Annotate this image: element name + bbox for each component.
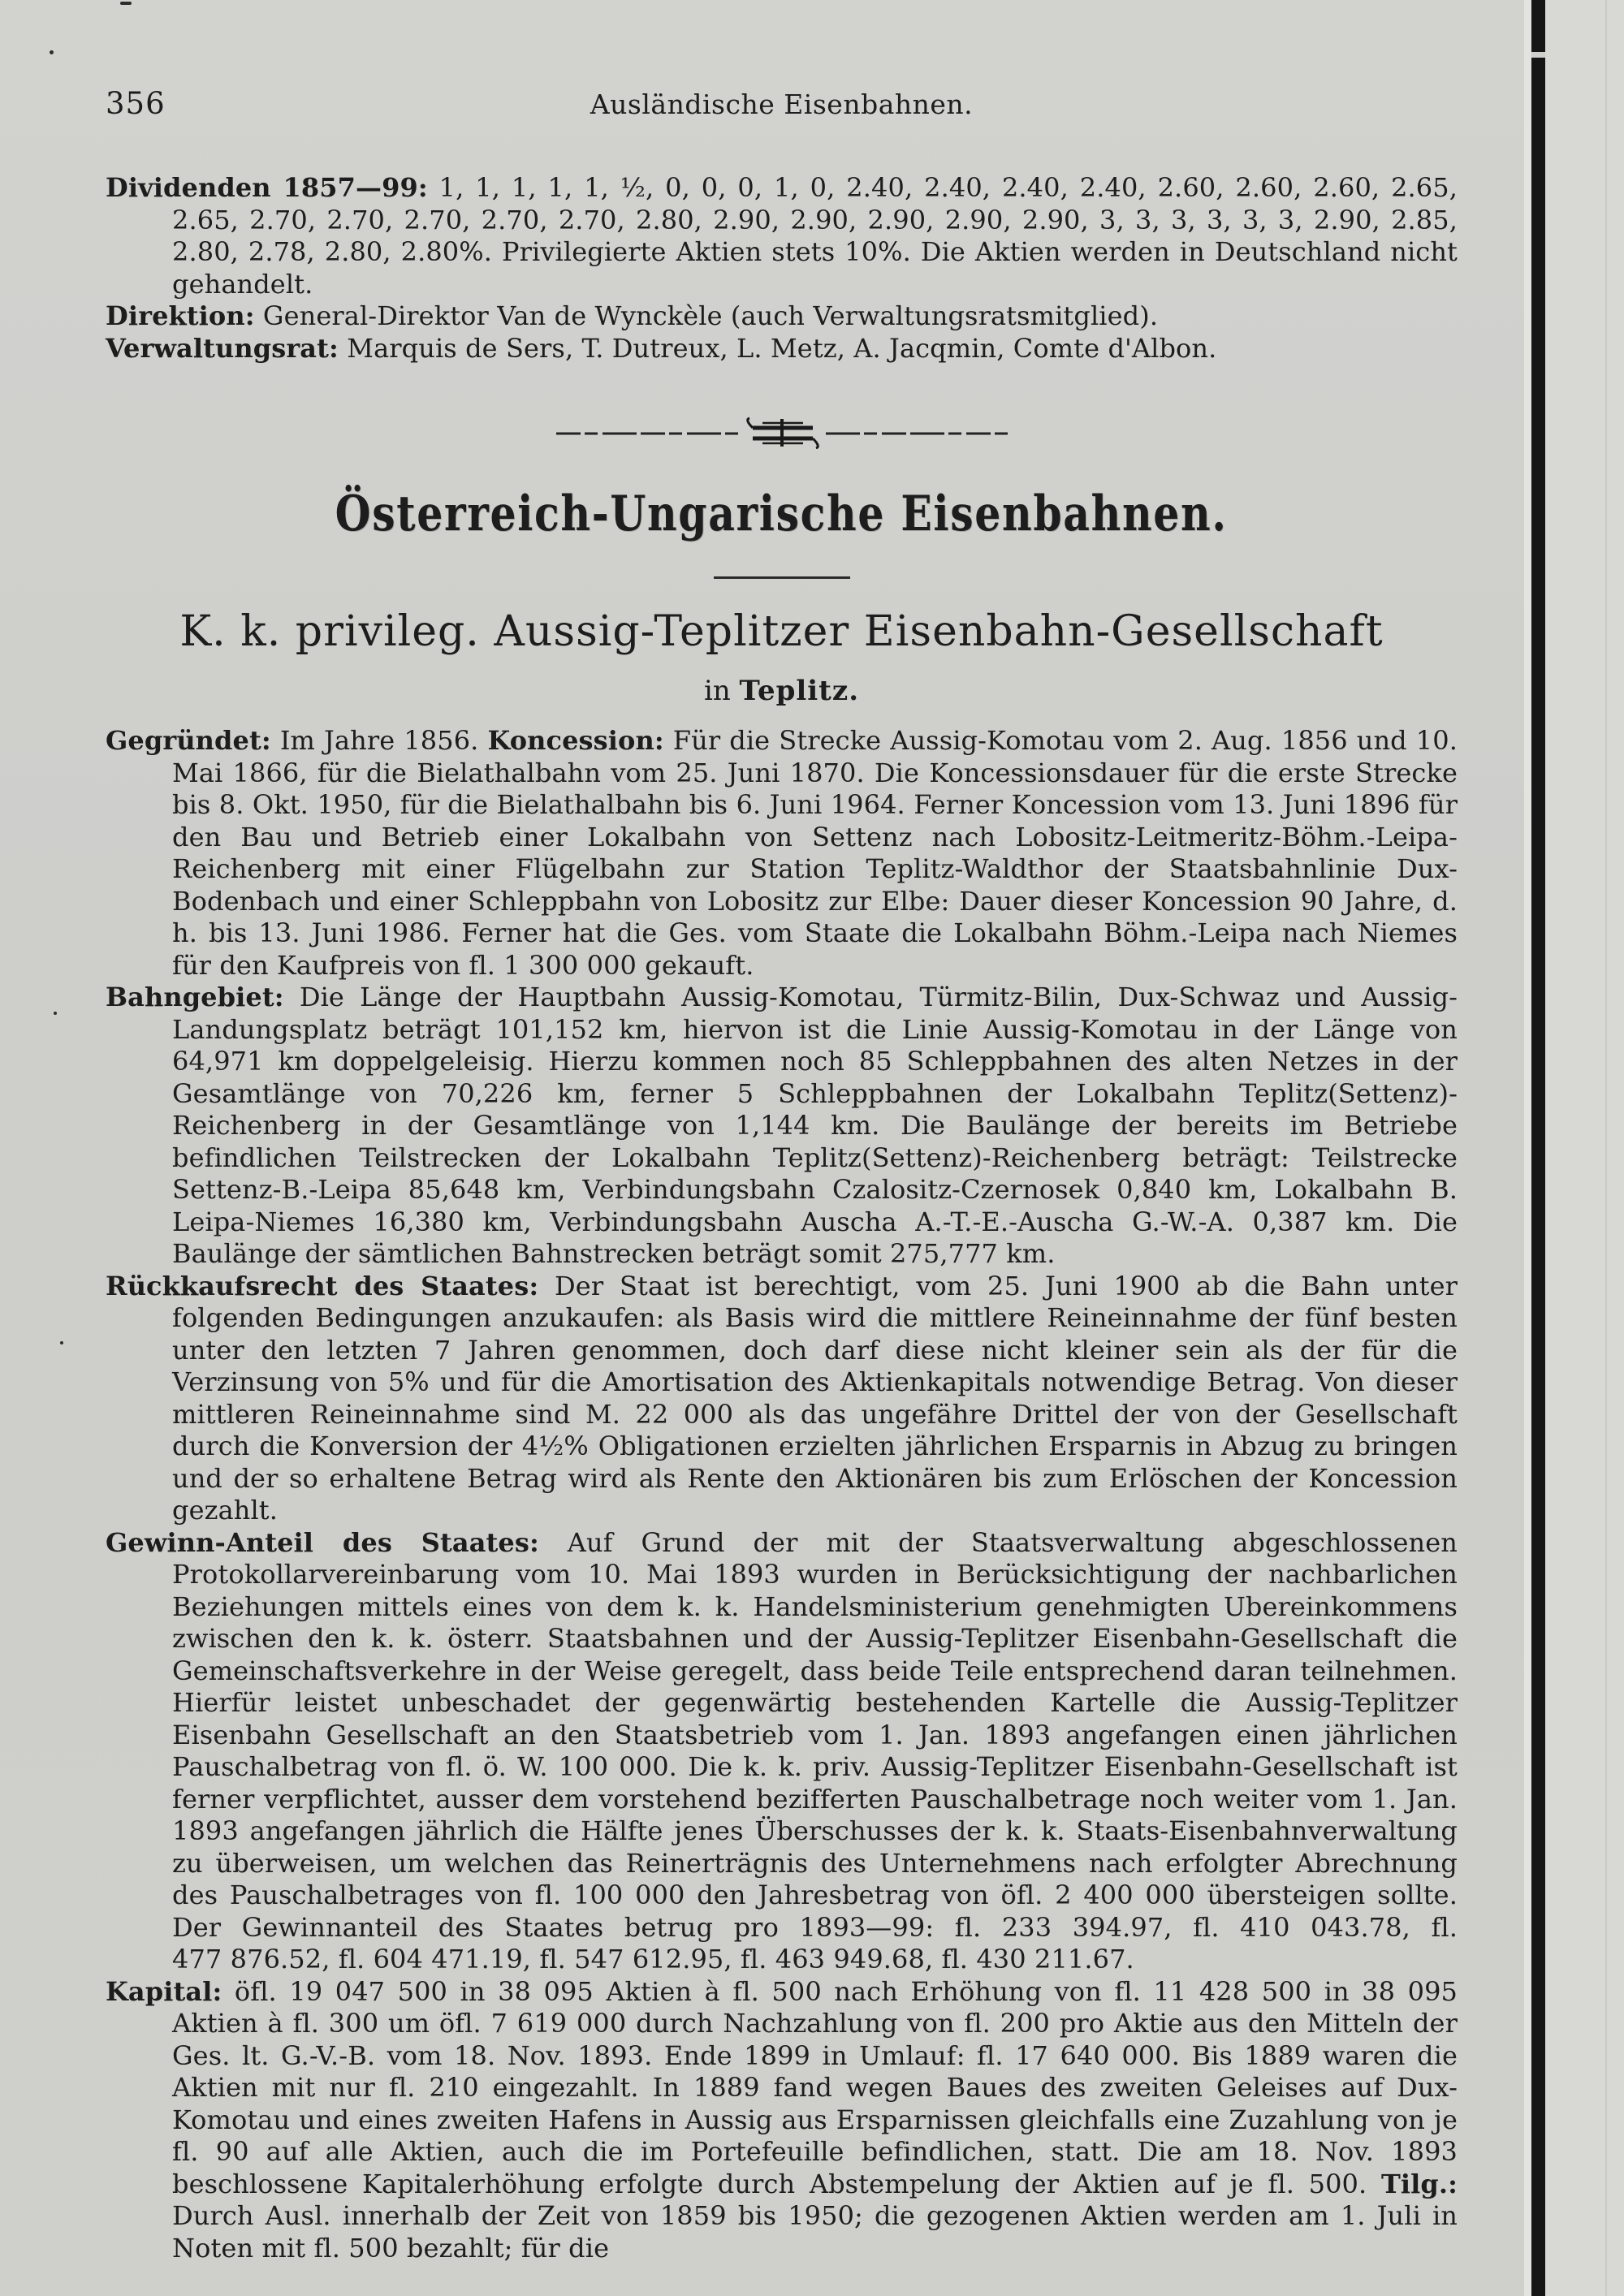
page-header: [106, 86, 1458, 127]
front-matter-paragraphs: [106, 172, 1458, 365]
paper-speck: [60, 1341, 63, 1344]
divider-ornament-icon: [555, 416, 1009, 449]
paragraph: [106, 300, 1458, 333]
paragraph-label: Koncession:: [487, 725, 664, 757]
paragraph-label: Verwaltungsrat:: [106, 332, 339, 364]
running-title: Ausländische Eisenbahnen.: [590, 88, 974, 120]
paragraph: [106, 1976, 1458, 2265]
paragraph-text: Auf Grund der mit der Staatsverwaltung abgeschlossenen Protokollarvereinbarung vom 10. Mai 1893 wurden in Berücksichtigung der nachbarlichen Beziehungen mittels eines von dem k. k. Handelsministerium genehmigten Ubereinkommens zwischen den k. k. österr. Staatsbahnen und der Aussig-Teplitzer Eisenbahn-Gesellschaft die Gemeinschaftsverkehre in der Weise geregelt, dass beide Teile entsprechend daran teilnehmen. Hierfür leistet unbeschadet der gegenwärtig bestehenden Kartelle die Aussig-Teplitzer Eisenbahn Gesellschaft an den Staatsbetrieb vom 1. Jan. 1893 angefangen einen jährlichen Pauschalbetrag von fl. ö. W. 100 000. Die k. k. priv. Aussig-Teplitzer Eisenbahn-Gesellschaft ist ferner verpflichtet, ausser dem vorstehend bezifferten Pauschalbetrage noch weiter vom 1. Jan. 1893 angefangen jährlich die Hälfte jenes Überschusses der k. k. Staats-Eisenbahnverwaltung zu überweisen, um welchen das Reinerträgnis des Unternehmens nach erfolgter Abrechnung des Pauschalbetrages von fl. 100 000 den Jahresbetrag von öfl. 2 400 000 übersteigen sollte. Der Gewinnanteil des Staates betrug pro 1893—99: fl. 233 394.97, fl. 410 043.78, fl. 477 876.52, fl. 604 471.19, fl. 547 612.95, fl. 463 949.68, fl. 430 211.67.: [172, 1526, 1458, 1975]
page-number: 356: [106, 86, 166, 121]
page-edge-highlight: [1524, 0, 1531, 2296]
paragraph-text: Im Jahre 1856.: [270, 725, 488, 757]
paragraph-text: General-Direktor Van de Wynckèle (auch Verwaltungsratsmitglied).: [254, 300, 1159, 331]
adjacent-page-edge: [1545, 0, 1624, 2296]
chapter-heading-wrap: [106, 486, 1458, 542]
paragraph-text: öfl. 19 047 500 in 38 095 Aktien à fl. 500 nach Erhöhung von fl. 11 428 500 in 38 095 Aktien à fl. 300 um öfl. 7 619 000 durch Nachzahlung von fl. 200 pro Aktie aus den Mitteln der Ges. lt. G.-V.-B. vom 18. Nov. 1893. Ende 1899 in Umlauf: fl. 17 640 000. Bis 1889 waren die Aktien mit nur fl. 210 eingezahlt. In 1889 fand wegen Baues des zweiten Geleises auf Dux-Komotau und eines zweiten Hafens in Aussig aus Ersparnissen gleichfalls eine Zuzahlung von je fl. 90 auf alle Aktien, auch die im Portefeuille befindlichen, statt. Die am 18. Nov. 1893 beschlossene Kapitalerhöhung erfolgte durch Abstempelung der Aktien auf je fl. 500.: [172, 1975, 1458, 2199]
paragraph-label: Direktion:: [106, 300, 255, 331]
paragraph: [106, 1527, 1458, 1976]
paper-speck: [50, 50, 54, 54]
book-binding-shadow: [1531, 0, 1545, 2296]
paragraph-label: Rückkaufsrecht des Staates:: [106, 1270, 539, 1301]
heading-rule: [714, 576, 850, 579]
paragraph: [106, 1271, 1458, 1527]
company-location: [106, 675, 1458, 707]
paragraph-label: Gegründet:: [106, 725, 271, 757]
paragraph: [106, 982, 1458, 1271]
paragraph-label: Dividenden 1857—99:: [106, 172, 428, 203]
paper-speck: [54, 1012, 57, 1015]
paragraph-label: Tilg.:: [1380, 2168, 1458, 2199]
paragraph-text: 1, 1, 1, 1, 1, ½, 0, 0, 0, 1, 0, 2.40, 2.40, 2.40, 2.40, 2.60, 2.60, 2.60, 2.65, 2.65, 2.70, 2.70, 2.70, 2.70, 2.70, 2.80, 2.90, 2.90, 2.90, 2.90, 2.90, 3, 3, 3, 3, 3, 3, 2.90, 2.85, 2.80, 2.78, 2.80, 2.80%. Privilegierte Aktien stets 10%. Die Aktien werden in Deutschland nicht gehandelt.: [172, 172, 1458, 300]
paragraph-text: Für die Strecke Aussig-Komotau vom 2. Aug. 1856 und 10. Mai 1866, für die Bielathalbahn vom 25. Juni 1870. Die Koncessionsdauer für die erste Strecke bis 8. Okt. 1950, für die Bielathalbahn bis 6. Juni 1964. Ferner Koncession vom 13. Juni 1896 für den Bau und Betrieb einer Lokalbahn von Settenz nach Lobositz-Leitmeritz-Böhm.-Leipa-Reichenberg mit einer Flügelbahn zur Station Teplitz-Waldthor der Staatsbahnlinie Dux-Bodenbach und einer Schleppbahn von Lobositz zur Elbe: Dauer dieser Koncession 90 Jahre, d. h. bis 13. Juni 1986. Ferner hat die Ges. vom Staate die Lokalbahn Böhm.-Leipa nach Niemes für den Kaufpreis von fl. 1 300 000 gekauft.: [172, 725, 1458, 981]
paragraph-label: Gewinn-Anteil des Staates:: [106, 1526, 539, 1558]
chapter-title: Österreich-Ungarische Eisenbahnen.: [335, 486, 1228, 542]
paragraph: [106, 333, 1458, 365]
section-divider: [106, 416, 1458, 449]
paragraph: [106, 172, 1458, 300]
paragraph-text: Der Staat ist berechtigt, vom 25. Juni 1900 ab die Bahn unter folgenden Bedingungen anzukaufen: als Basis wird die mittlere Reineinnahme der fünf besten unter den letzten 7 Jahren genommen, doch darf diese nicht kleiner sein als der für die Verzinsung von 5% und für die Amortisation des Aktienkapitals notwendige Betrag. Von dieser mittleren Reineinnahme sind M. 22 000 als das ungefähre Drittel der von der Gesellschaft durch die Konversion der 4½% Obligationen erzielten jährlichen Ersparnis in Abzug zu bringen und der so erhaltene Betrag wird als Rente den Aktionären bis zum Erlöschen der Koncession gezahlt.: [172, 1270, 1458, 1526]
paragraph-text: Marquis de Sers, T. Dutreux, L. Metz, A. Jacqmin, Comte d'Albon.: [338, 332, 1217, 364]
body-paragraphs: [106, 725, 1458, 2264]
paragraph: [106, 725, 1458, 982]
company-location-prefix: in: [703, 675, 740, 708]
paragraph-text: Durch Ausl. innerhalb der Zeit von 1859 bis 1950; die gezogenen Aktien werden am 1. Juli in Noten mit fl. 500 bezahlt; für die: [172, 2200, 1458, 2264]
paragraph-label: Kapital:: [106, 1975, 222, 2007]
company-title: K. k. privileg. Aussig-Teplitzer Eisenbahn-Gesellschaft: [179, 607, 1384, 656]
page-content: [106, 0, 1458, 2264]
paragraph-label: Bahngebiet:: [106, 982, 284, 1013]
company-location-name: Teplitz.: [739, 675, 860, 708]
paragraph-text: Die Länge der Hauptbahn Aussig-Komotau, Türmitz-Bilin, Dux-Schwaz und Aussig-Landungsplatz beträgt 101,152 km, hiervon ist die Linie Aussig-Komotau in der Länge von 64,971 km doppelgeleisig. Hierzu kommen noch 85 Schleppbahnen des alten Netzes in der Gesamtlänge von 70,226 km, ferner 5 Schleppbahnen der Lokalbahn Teplitz(Settenz)-Reichenberg in der Gesamtlänge von 1,144 km. Die Baulänge der bereits im Betriebe befindlichen Teilstrecken der Lokalbahn Teplitz(Settenz)-Reichenberg beträgt: Teilstrecke Settenz-B.-Leipa 85,648 km, Verbindungsbahn Czalositz-Czernosek 0,840 km, Lokalbahn B. Leipa-Niemes 16,380 km, Verbindungsbahn Auscha A.-T.-E.-Auscha G.-W.-A. 0,387 km. Die Baulänge der sämtlichen Bahnstrecken beträgt somit 275,777 km.: [172, 982, 1458, 1270]
